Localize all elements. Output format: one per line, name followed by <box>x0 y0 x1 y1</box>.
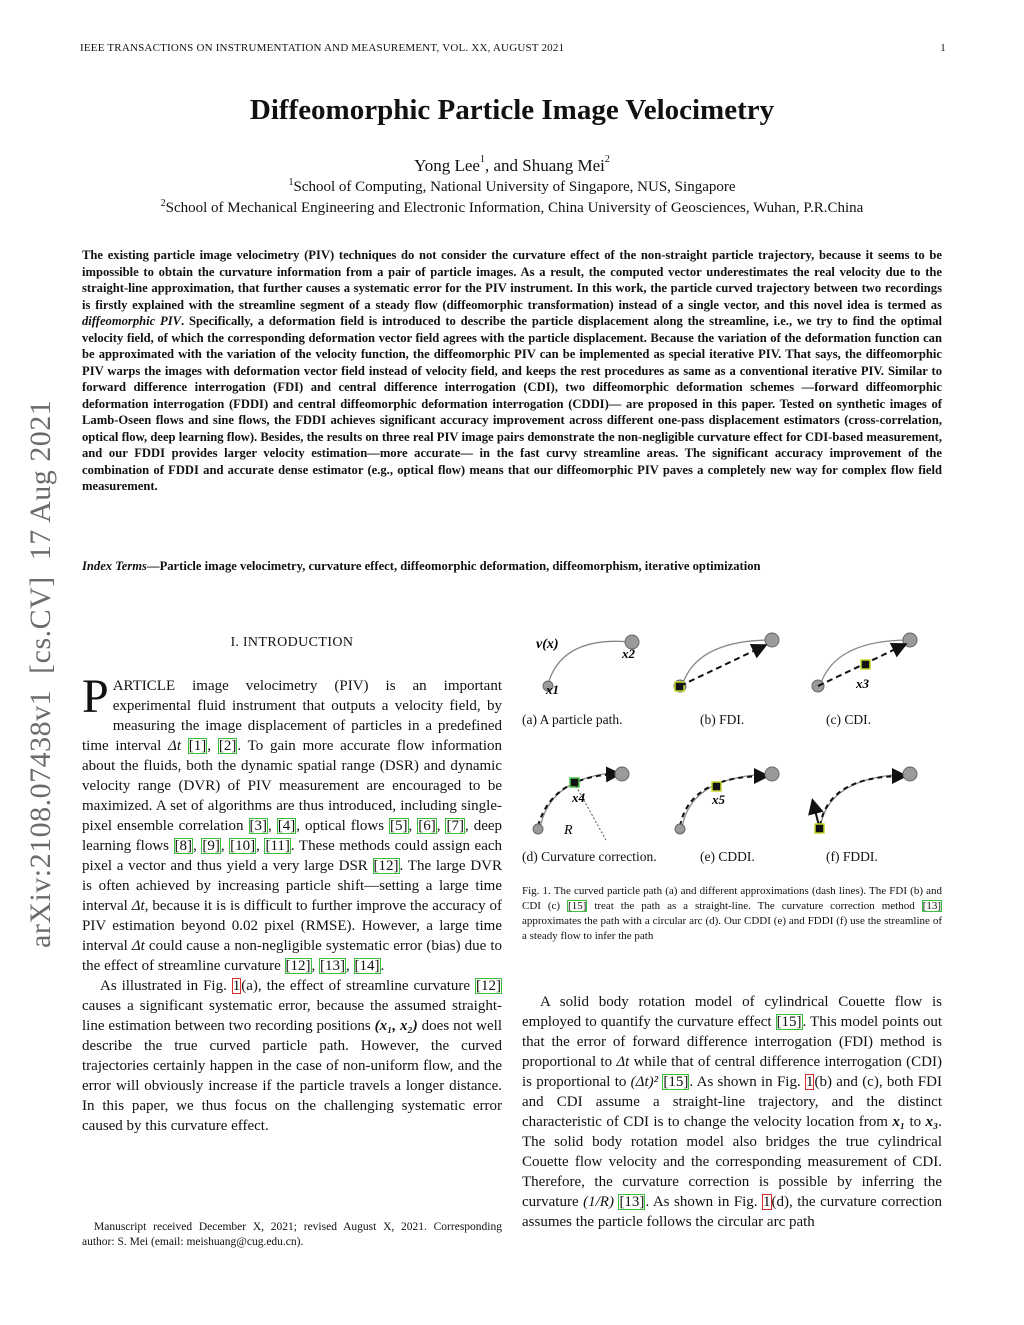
running-header <box>80 42 946 54</box>
punct: , <box>268 818 277 834</box>
subcaption-b: (b) FDI. <box>700 712 745 727</box>
punct: , <box>408 818 418 834</box>
paragraph-text: , because it is is difficult to further improve the accuracy of PIV estimation beyond <box>82 898 502 934</box>
arxiv-identifier[interactable] <box>24 348 64 948</box>
math-delta-t: Δt <box>616 1054 630 1070</box>
section-number: I. <box>230 634 244 649</box>
index-terms-label: Index Terms <box>82 559 147 573</box>
panel-d-curvature-correction <box>533 767 629 840</box>
abstract <box>82 247 942 495</box>
subcaption-a: (a) A particle path. <box>522 712 623 727</box>
figure-link[interactable]: 1 <box>763 1194 771 1210</box>
affiliation-text: School of Computing, National University of Singapore, NUS, Singapore <box>293 179 736 195</box>
section-title: NTRODUCTION <box>247 635 354 650</box>
section-heading <box>82 634 502 651</box>
math-value: 0.02 <box>231 918 258 934</box>
affiliation-mark: 2 <box>604 154 610 165</box>
citation-link[interactable]: [3] <box>249 818 268 834</box>
math-x3: x₃ <box>925 1114 939 1130</box>
paragraph-text: (d), the curvature correction assumes the particle follows the circular arc path <box>522 1194 942 1230</box>
affiliation-mark: 1 <box>288 177 294 188</box>
citation-link[interactable]: [12] <box>373 858 399 874</box>
particle-end <box>765 767 779 781</box>
label-x5: x5 <box>712 792 725 807</box>
citation-link[interactable]: [15] <box>776 1014 802 1030</box>
particle-start <box>675 824 685 834</box>
paragraph-text: causes a significant systematic error, because the assumed straight-line estimation between two recording positions <box>82 998 502 1034</box>
author-name: Shuang Mei <box>522 156 605 175</box>
math-delta-t-squared: (Δt)² <box>630 1074 659 1090</box>
punct: , <box>346 958 354 974</box>
citation-link[interactable]: [6] <box>418 818 436 834</box>
citation-link[interactable]: [4] <box>277 818 296 834</box>
paragraph-text: A solid body rotation model of cylindrical Couette flow is employed to quantify the curvature effect <box>522 994 942 1030</box>
paragraph-text: (a), the effect of streamline curvature <box>241 978 475 994</box>
index-terms-text: —Particle image velocimetry, curvature effect, diffeomorphic deformation, diffeomorphism, iterative optimization <box>146 559 761 573</box>
punct: , <box>436 818 446 834</box>
paragraph-text: . The large DVR is often achieved by increasing particle shift—setting a large time interval <box>82 858 502 914</box>
paragraph-text: could cause a non-negligible systematic error (bias) due to the effect of streamline curvature <box>82 938 502 974</box>
citation-link[interactable]: [13] <box>619 1194 645 1210</box>
paragraph-text: . To gain more accurate flow information about the fluids, both the dynamic spatial range (DSR) and dynamic velocity range (DVR) of PIV measurement are encouraged to be maximized. A set of algorithms are thus introduced, including single-pixel ensemble correlation <box>82 738 502 834</box>
subcaption-c: (c) CDI. <box>826 712 871 727</box>
index-terms <box>82 559 942 574</box>
paragraph-text: , deep learning flows <box>82 818 503 854</box>
paragraph-text: (b) and (c), both FDI and CDI assume a straight-line trajectory, and the distinct characteristic of CDI is to change the velocity location from <box>522 1074 942 1130</box>
particle-start <box>533 824 543 834</box>
section-initial: I <box>243 634 248 649</box>
author-name: Yong Lee <box>414 156 480 175</box>
paragraph-text: while that of central difference interrogation (CDI) is proportional to <box>522 1054 942 1090</box>
citation-link[interactable]: [10] <box>230 838 256 854</box>
intro-paragraph <box>82 976 502 1136</box>
paragraph-text: pixel (RMSE). However, a large time interval <box>82 918 502 954</box>
particle-end <box>903 767 917 781</box>
subcaption-d: (d) Curvature correction. <box>522 849 657 864</box>
right-column <box>522 992 942 1232</box>
abstract-text: The existing particle image velocimetry (PIV) techniques do not consider the curvature effect of the non-straight particle trajectory, because it seems to be impossible to obtain the curvature information from a pair of particle images. As a result, the computed vector underestimates the real velocity due to the straight-line approximation, that further causes a systematic error for the PIV instrument. In this work, the particle curved trajectory between two recordings is firstly explained with the streamline segment of a steady flow (diffeomorphic transformation) instead of a single vector, and this novel idea is termed as <box>82 248 942 312</box>
intro-paragraph <box>82 670 503 976</box>
author-separator: , and <box>484 156 523 175</box>
math-delta-t: Δt <box>131 938 145 954</box>
math-delta-t: Δt <box>131 898 145 914</box>
citation-link[interactable]: [14] <box>354 958 380 974</box>
velocity-location-marker <box>570 778 579 787</box>
punct: , <box>256 838 265 854</box>
panel-c-cdi <box>812 633 917 692</box>
citation-link[interactable]: [11] <box>265 838 290 854</box>
punct: , <box>193 838 202 854</box>
subcaption-e: (e) CDDI. <box>700 849 755 864</box>
paragraph-text: . This model points out that the error of forward difference interrogation (FDI) method is proportional to <box>522 1014 942 1070</box>
citation-link[interactable]: [8] <box>174 838 193 854</box>
drop-cap: P <box>82 670 109 723</box>
label-vx: v(x) <box>536 637 559 652</box>
body-paragraph <box>522 992 942 1232</box>
streamline-approximation <box>820 776 904 826</box>
citation-link[interactable]: [13] <box>320 958 346 974</box>
math-x1: x₁ <box>892 1114 906 1130</box>
particle-end <box>765 633 779 647</box>
arxiv-id-text: arXiv:2108.07438v1 [cs.CV] 17 Aug 2021 <box>24 399 57 948</box>
velocity-location-marker <box>861 660 870 669</box>
citation-link[interactable]: [5] <box>390 818 408 834</box>
citation-link[interactable]: [9] <box>202 838 220 854</box>
affiliation-mark: 2 <box>160 198 166 209</box>
panel-f-fddi <box>813 767 917 833</box>
affiliation-text: School of Mechanical Engineering and Electronic Information, China University of Geosciences, Wuhan, P.R.China <box>165 200 864 216</box>
streamline-curve <box>548 641 630 684</box>
initial-velocity-arrow <box>813 802 819 826</box>
particle-end <box>903 633 917 647</box>
paragraph-text: As illustrated in Fig. <box>100 978 232 994</box>
citation-link[interactable]: [2] <box>218 738 237 754</box>
velocity-location-marker <box>712 782 721 791</box>
affiliation-mark: 1 <box>479 154 485 165</box>
citation-link[interactable]: [12] <box>285 958 311 974</box>
citation-link[interactable]: [13] <box>922 900 941 912</box>
subcaption-f: (f) FDDI. <box>826 849 878 864</box>
math-curvature: (1/R) <box>583 1194 614 1210</box>
citation-link[interactable]: [15] <box>568 900 587 912</box>
figure-1-diagram <box>522 626 942 850</box>
particle-end <box>615 767 629 781</box>
punct: , <box>207 738 218 754</box>
paragraph-text: . As shown in Fig. <box>689 1074 805 1090</box>
affiliation <box>0 200 1024 217</box>
paragraph-text: to <box>905 1114 926 1130</box>
paragraph-text: does not well describe the true curved particle path. However, the curved trajectories certainly happen in the case of non-uniform flow, and the error will obviously increase if the particle travels a longer distance. In this paper, we thus focus on the challenging systematic error caused by this curvature effect. <box>82 1018 502 1134</box>
panel-e-cddi <box>675 767 779 834</box>
author-list <box>0 156 1024 176</box>
caption-text: Fig. 1. The curved particle path (a) and different approximations (dash lines). The FDI (b) and CDI (c) <box>522 885 942 912</box>
panel-a-particle-path <box>536 635 639 697</box>
paragraph-text: , optical flows <box>296 818 390 834</box>
math-delta-t: Δt <box>168 738 182 754</box>
punct: . <box>380 958 385 974</box>
label-x2: x2 <box>622 646 635 661</box>
streamline-curve <box>820 774 910 828</box>
velocity-location-marker <box>815 824 824 833</box>
caption-text: treat the path as a straight-line. The curvature correction method <box>587 900 922 912</box>
figure-caption <box>522 884 942 944</box>
figure-link[interactable]: 1 <box>232 978 241 994</box>
punct: , <box>311 958 320 974</box>
paragraph-text: ARTICLE image velocimetry (PIV) is an important experimental fluid instrument that outputs a velocity field, by measuring the image displacement of particles in a predefined time interval <box>82 678 502 754</box>
label-x4: x4 <box>572 790 585 805</box>
page-number: 1 <box>940 42 946 54</box>
paper-title: Diffeomorphic Particle Image Velocimetry <box>249 94 775 126</box>
abstract-emphasis: diffeomorphic PIV <box>82 314 182 328</box>
paragraph-text: . These methods could assign each pixel a vector and thus yield a very large DSR <box>82 838 503 874</box>
label-R: R <box>564 823 573 838</box>
punct: , <box>220 838 230 854</box>
citation-link[interactable]: [12] <box>476 978 501 994</box>
streamline-curve <box>682 774 772 828</box>
paragraph-text: . As shown in Fig. <box>645 1194 763 1210</box>
citation-link[interactable]: [7] <box>446 818 464 834</box>
left-column <box>82 670 503 1136</box>
footnote: Manuscript received December X, 2021; revised August X, 2021. Corresponding author: S. Mei (email: meishuang@cug.edu.cn). <box>82 1221 502 1248</box>
figure-link[interactable]: 1 <box>805 1074 814 1090</box>
paragraph-text: . The solid body rotation model also bridges the true cylindrical Couette flow velocity and the corresponding measurement of CDI. Therefore, the curvature correction is possible by inferring the curvature <box>522 1114 942 1210</box>
affiliation <box>0 179 1024 196</box>
citation-link[interactable]: [15] <box>663 1074 689 1090</box>
abstract-text: . Specifically, a deformation field is introduced to describe the particle displacement along the streamline, i.e., we try to find the optimal velocity field, of which the corresponding deformation vector field agrees with the particle displacement. Because the variation of the deformation function can be approximated with the variation of the velocity function, the diffeomorphic PIV can be implemented as special iterative PIV. That says, the diffeomorphic PIV warps the images with deformation vector field instead of velocity field, and keeps the rest procedures as same as a conventional iterative PIV. Similar to forward difference interrogation (FDI) and central difference interrogation (CDI), two diffeomorphic deformation schemes —forward diffeomorphic deformation interrogation (FDDI) and central diffeomorphic deformation interrogation (CDDI)— are proposed in this paper. Tested on synthetic images of Lamb-Oseen flows and sine flows, the FDDI achieves significant accuracy improvement across different one-pass displacement estimators (cross-correlation, optical flow, deep learning flow). Besides, the results on three real PIV image pairs demonstrate the non-negligible curvature effect for CDI-based measurement, and our FDDI provides larger velocity estimation—more accurate— in the fast curvy streamline areas. The significant accuracy improvement of the combination of FDDI and accurate dense estimator (e.g., optical flow) means that our diffeomorphic PIV paves a completely new way for complex flow field measurement. <box>82 314 942 493</box>
panel-b-fdi <box>674 633 779 692</box>
label-x1: x1 <box>546 682 559 697</box>
label-x3: x3 <box>856 676 869 691</box>
journal-name: IEEE TRANSACTIONS ON INSTRUMENTATION AND MEASUREMENT, VOL. XX, AUGUST 2021 <box>80 42 565 54</box>
math-positions: (x₁, x₂) <box>374 1018 418 1034</box>
caption-text: approximates the path with a circular arc (d). Our CDDI (e) and FDDI (f) use the streamline of a steady flow to infer the path <box>522 915 942 942</box>
citation-link[interactable]: [1] <box>188 738 207 754</box>
velocity-location-marker <box>675 682 684 691</box>
